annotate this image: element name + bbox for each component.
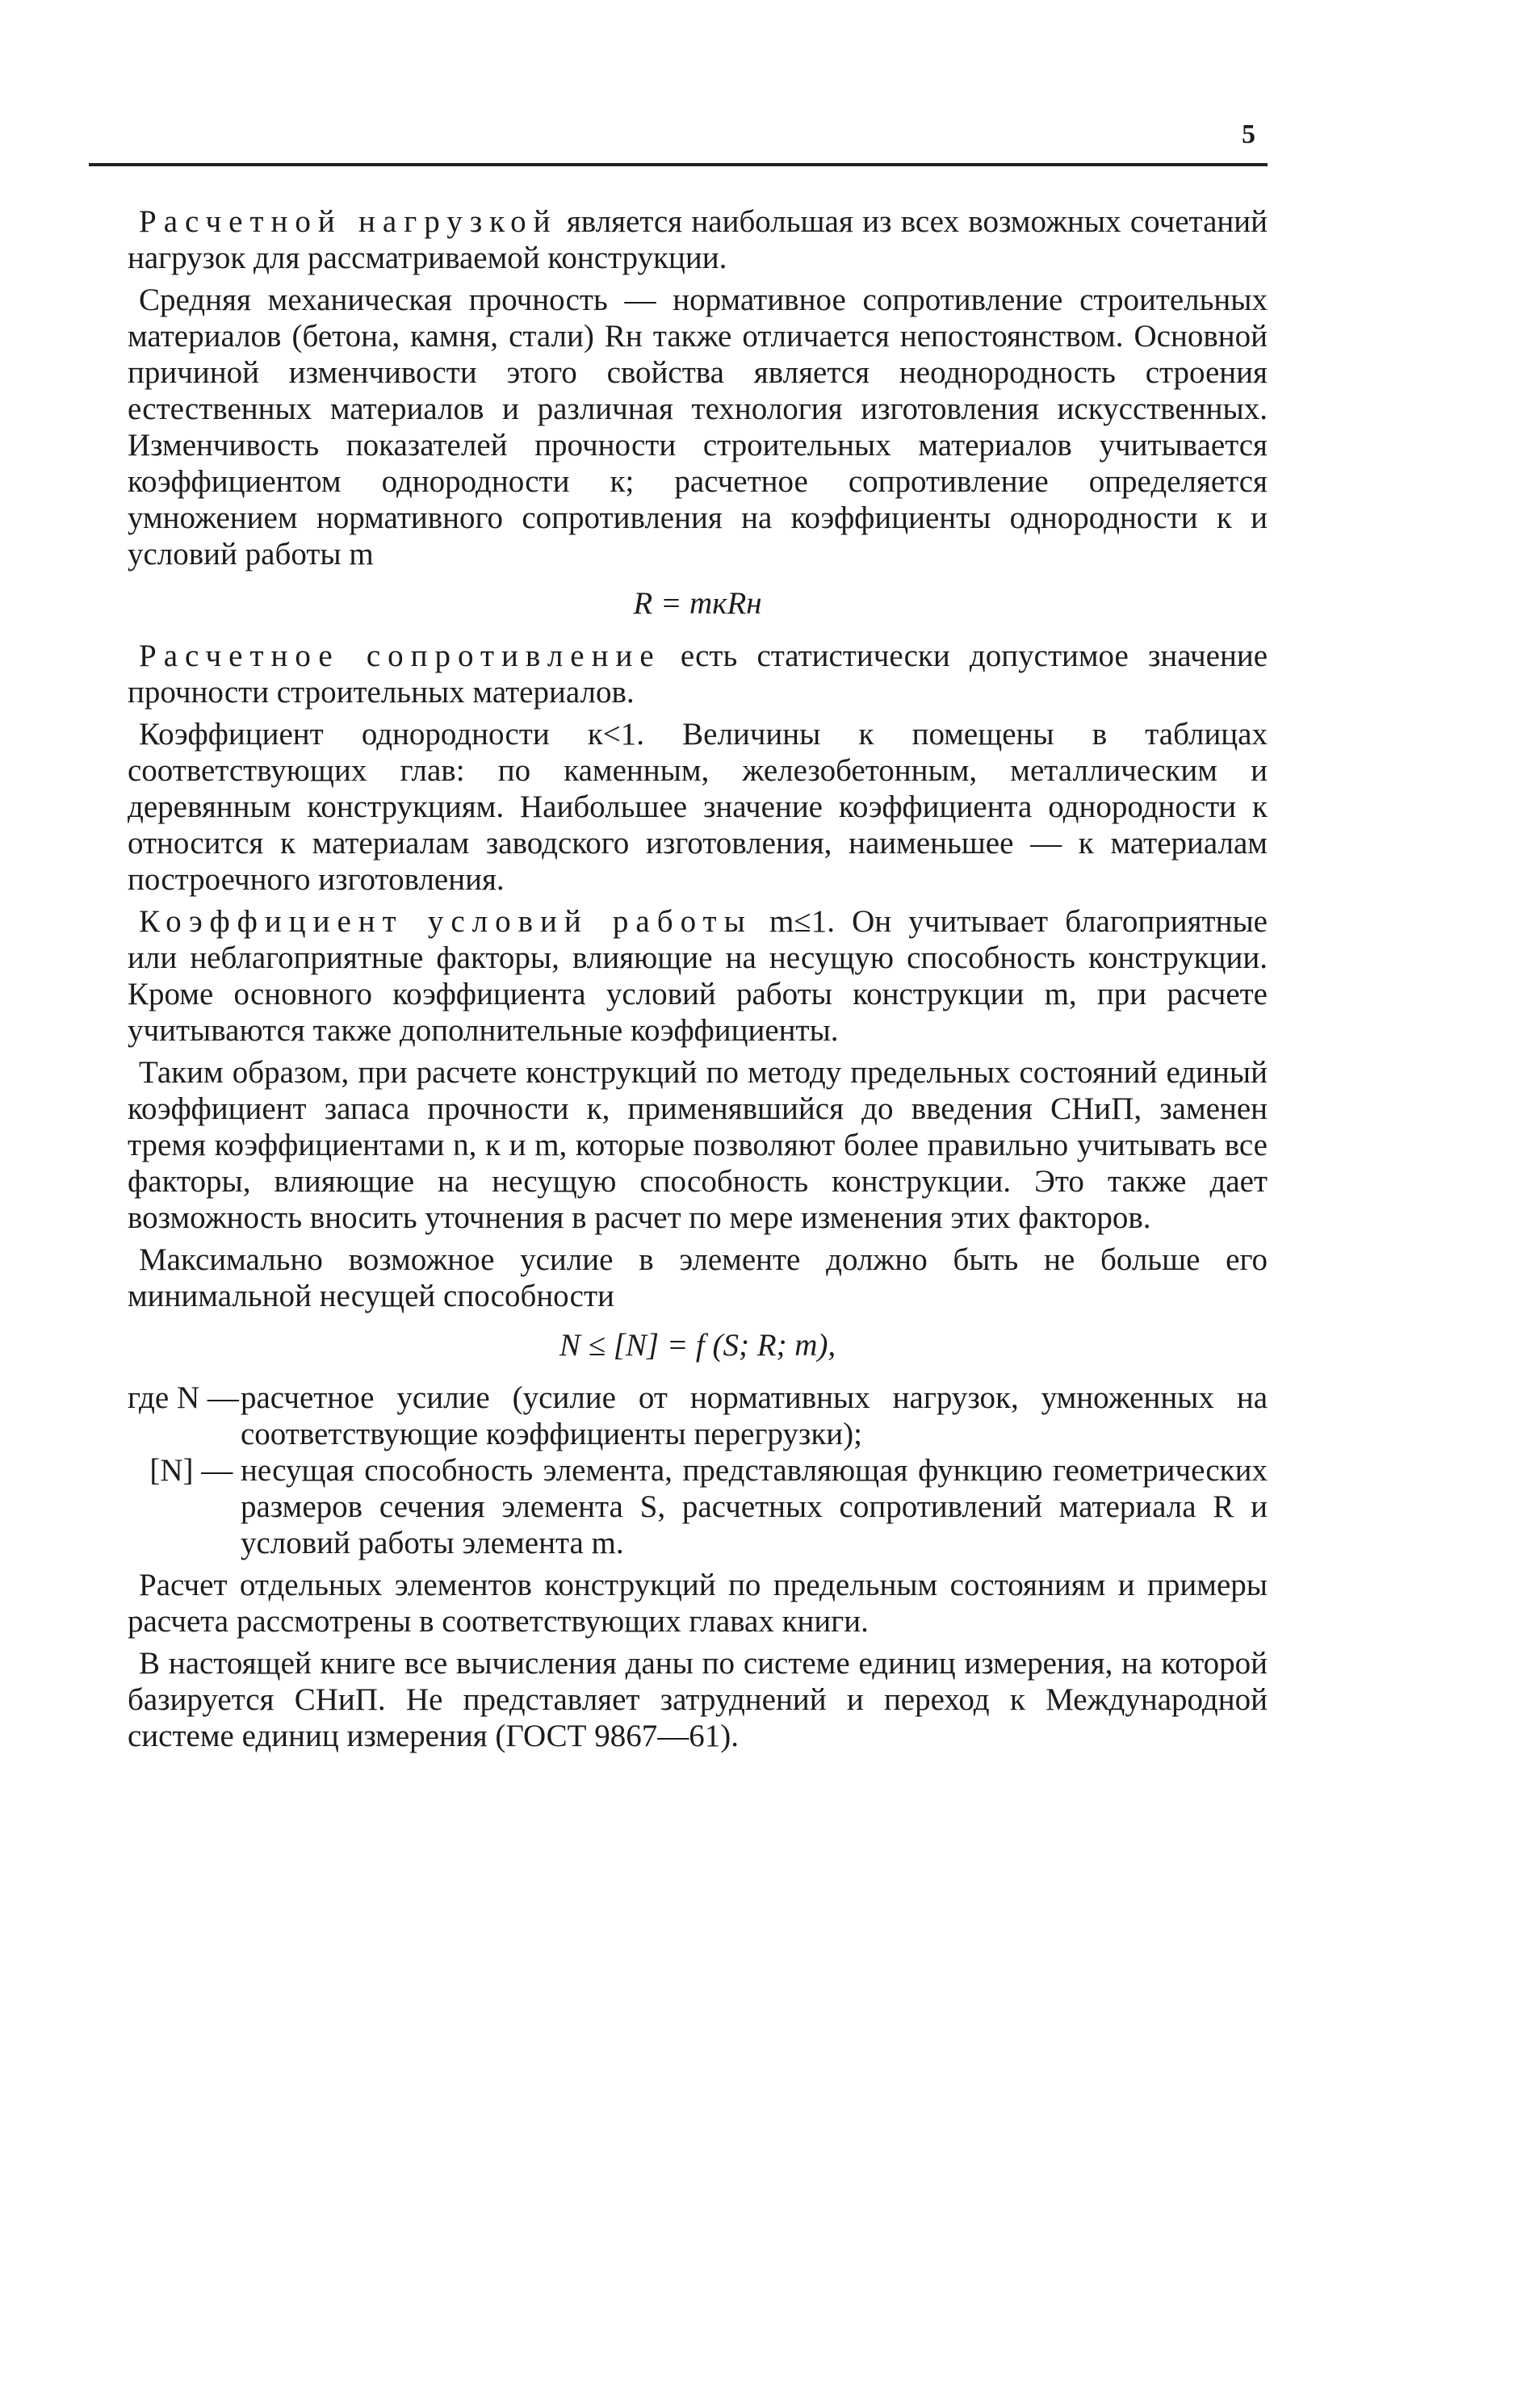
paragraph: [128, 1645, 1268, 1754]
spaced-term: Расчетное сопротивление: [139, 639, 661, 673]
paragraph-text: m≤1. Он учитывает благоприятные или неблагоприятные факторы, влияющие на несущую способность конструкции. Кроме основного коэффициента условий работы конструкции m, при расчете учитываются также дополнительные коэффициенты.: [128, 904, 1268, 1048]
paragraph: [128, 203, 1268, 276]
definition-text: несущая способность элемента, представляющая функцию геометрических размеров сечения элемента S, расчетных сопротивлений материала R и условий работы элемента m.: [241, 1453, 1268, 1560]
definition-text: расчетное усилие (усилие от нормативных нагрузок, умноженных на соответствующие коэффициенты перегрузки);: [241, 1380, 1268, 1451]
paragraph-text: Средняя механическая прочность — нормативное сопротивление строительных материалов (бетона, камня, стали) Rн также отличается непостоянством. Основной причиной изменчивости этого свойства является неоднородность строения естественных материалов и различная технология изготовления искусственных. Изменчивость показателей прочности строительных материалов учитывается коэффициентом однородности к; расчетное сопротивление определяется умножением нормативного сопротивления на коэффициенты однородности к и условий работы m: [128, 283, 1268, 572]
spaced-term: Коэффициент условий работы: [139, 904, 752, 939]
definition-list: [128, 1380, 1268, 1561]
paragraph: [128, 1242, 1268, 1314]
paragraph-text: есть статистически допустимое значение прочности строительных материалов.: [128, 639, 1268, 710]
definition-term: где N —: [128, 1380, 247, 1415]
paragraph: [128, 716, 1268, 898]
paragraph-text: Таким образом, при расчете конструкций по методу предельных состояний единый коэффициент запаса прочности к, применявшийся до введения СНиП, заменен тремя коэффициентами n, к и m, которые позволяют более правильно учитывать все факторы, влияющие на несущую способность конструкции. Это также дает возможность вносить уточнения в расчет по мере изменения этих факторов.: [128, 1055, 1268, 1235]
paragraph: [128, 1054, 1268, 1236]
paragraph: [128, 903, 1268, 1049]
formula: R = mкRн: [633, 586, 762, 621]
paragraph-text: В настоящей книге все вычисления даны по системе единиц измерения, на которой базируется СНиП. Не представляет затруднений и переход к Международной системе единиц измерения (ГОСТ 9867—61).: [128, 1646, 1268, 1753]
paragraph-text: Расчет отдельных элементов конструкций по предельным состояниям и примеры расчета рассмотрены в соответствующих главах книги.: [128, 1568, 1268, 1639]
paragraph: [128, 638, 1268, 710]
page-body: [128, 203, 1268, 1760]
spaced-term: Расчетной нагрузкой: [139, 204, 558, 239]
definition-item: [128, 1452, 1268, 1561]
paragraph-text: Коэффициент однородности к<1. Величины к помещены в таблицах соответствующих глав: по каменным, железобетонным, металлическим и деревянным конструкциям. Наибольшее значение коэффициента однородности к относится к материалам заводского изготовления, наименьшее — к материалам построечного изготовления.: [128, 717, 1268, 897]
definition-term: [N] —: [149, 1453, 241, 1488]
paragraph-text: Максимально возможное усилие в элементе должно быть не больше его минимальной несущей способности: [128, 1242, 1268, 1313]
page-number: 5: [1242, 119, 1255, 149]
definition-item: [128, 1380, 1268, 1452]
header-rule: [89, 163, 1268, 166]
paragraph: [128, 1567, 1268, 1640]
paragraph-text: является наибольшая из всех возможных сочетаний нагрузок для рассматриваемой конструкции.: [128, 204, 1268, 275]
paragraph: [128, 282, 1268, 572]
formula: N ≤ [N] = f (S; R; m),: [559, 1328, 836, 1363]
